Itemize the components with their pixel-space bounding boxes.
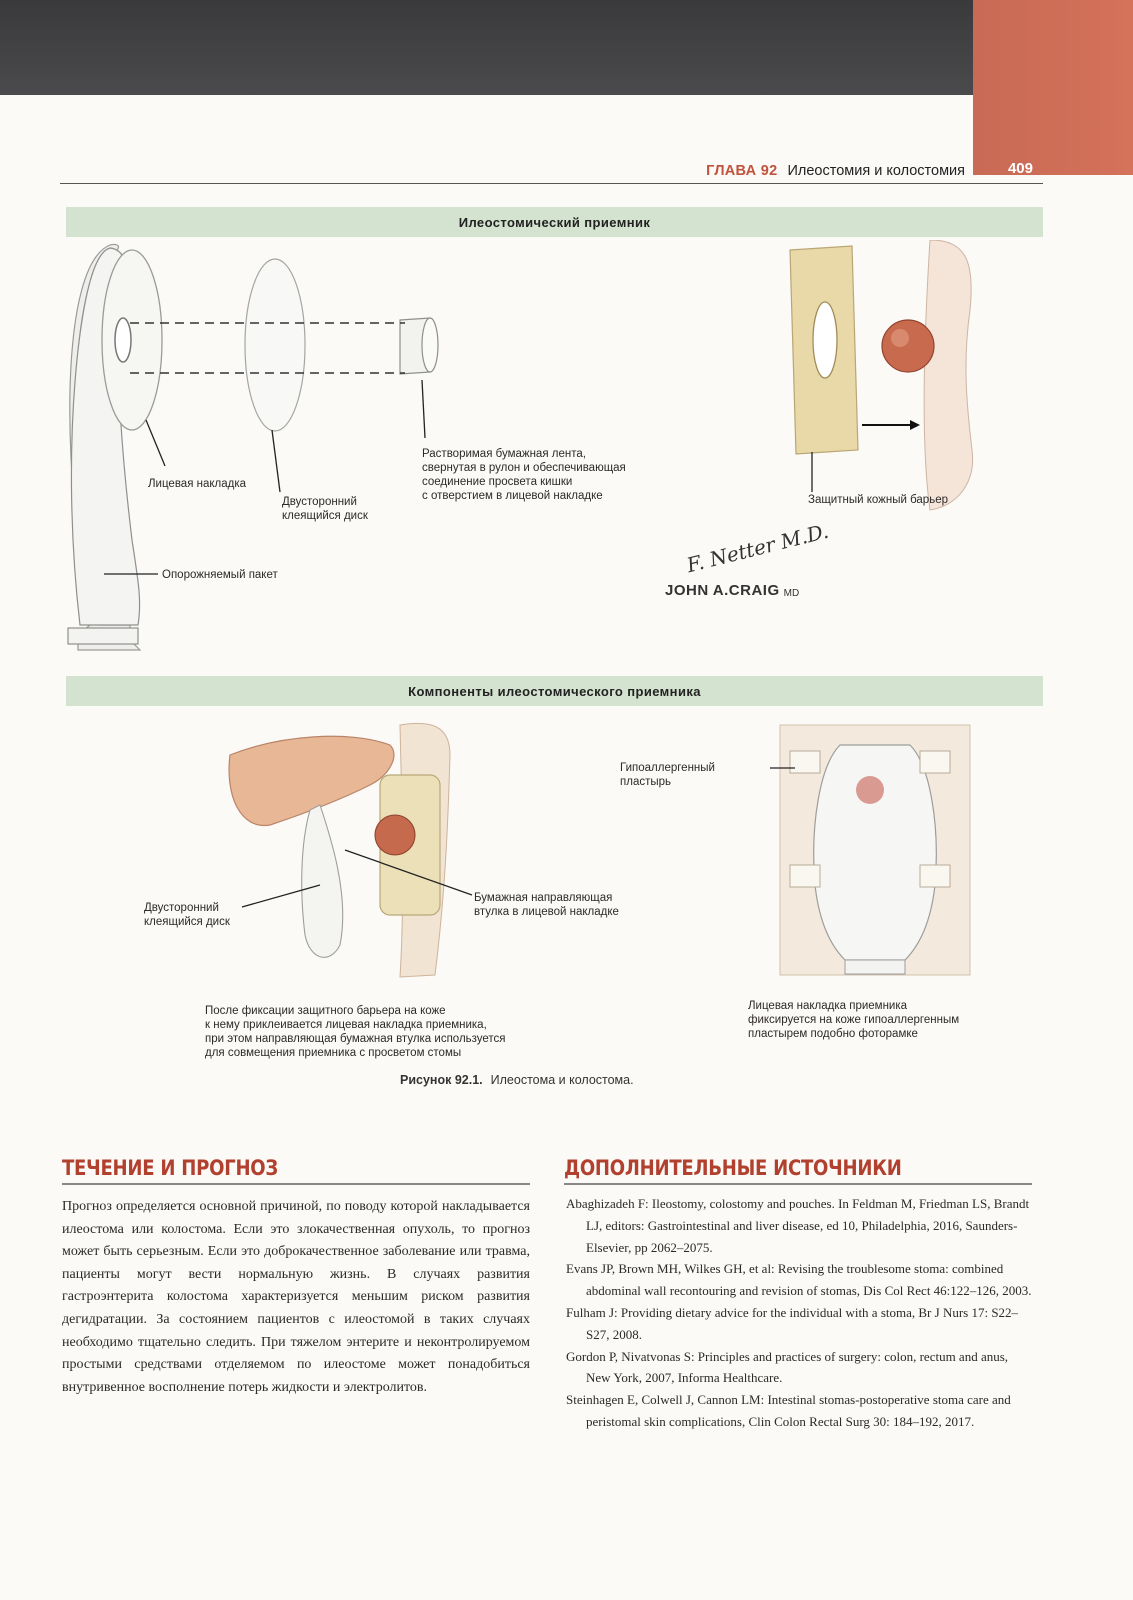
caption-left-line1: После фиксации защитного барьера на коже [205,1005,446,1017]
prognosis-body-text: Прогноз определяется основной причиной, по поводу которой накладывается илеостома или колостома. Если это злокачественная опухоль, то прогноз может быть серьезным. Если это доброкачественное заболевание или травма, пациенты могут вести нормальную жизнь. В случаях развития гастроэнтерита колостома характеризуется меньшим риском развития дегидратации. За состоянием пациентов с илеостомой в таких случаях необходимо тщательно следить. При тяжелом энтерите и неконтролируемом простыми средствами отделяемом по илеостоме может понадобиться внутривенное восполнение потерь жидкости и электролитов. [62,1199,530,1395]
running-head [60,158,1043,184]
abdominal-skin-shape [924,240,972,510]
caption-left-line3: при этом направляющая бумажная втулка используется [205,1033,506,1045]
paper-roll-end [422,318,438,372]
caption-right-line3: пластырем подобно фоторамке [748,1028,918,1040]
section-rule-left [62,1183,530,1185]
label-paper-tape-line2: свернутая в рулон и обеспечивающая [422,462,626,474]
reference-item: Steinhagen E, Colwell J, Cannon LM: Intestinal stomas-postoperative stoma care and peristomal skin complications, Clin Colon Rectal Surg 30: 184–192, 2017. [566,1392,1011,1429]
stoma-small [375,815,415,855]
leader-paper-tape [422,380,425,438]
tape-strip-3 [790,865,820,887]
figure-band-top: Илеостомический приемник [66,207,1043,237]
section-heading-prognosis: ТЕЧЕНИЕ И ПРОГНОЗ [62,1156,278,1180]
label-hypoallergenic-line1: Гипоаллергенный [620,762,715,774]
signature-suffix: MD [783,588,800,599]
caption-right-line2: фиксируется на коже гипоаллергенным [748,1014,960,1026]
page-tab [973,0,1133,175]
figure-caption [400,1073,634,1087]
label-paper-tape-line4: с отверстием в лицевой накладке [422,490,603,502]
references-list [566,1193,1032,1433]
adhesive-disc-in-hand [302,805,343,957]
signature-print: JOHN A.CRAIG [665,582,780,599]
pouch-outlet-small [845,960,905,974]
tape-strip-1 [790,751,820,773]
label-face-plate: Лицевая накладка [148,478,247,490]
arrow-head [910,420,920,430]
reference-item: Abaghizadeh F: Ileostomy, colostomy and pouches. In Feldman M, Friedman LS, Brandt LJ, editors: Gastrointestinal and liver disease, ed 10, Philadelphia, 2016, Saunders-Elsevier, pp 2062–2075. [566,1196,1030,1255]
skin-barrier-illustration [780,240,1020,530]
caption-left-line4: для совмещения приемника с просветом стомы [205,1047,462,1059]
reference-item: Gordon P, Nivatvonas S: Principles and practices of surgery: colon, rectum and anus, New York, 2007, Informa Healthcare. [566,1348,1009,1386]
caption-right-line1: Лицевая накладка приемника [748,1000,908,1012]
leader-disc [272,430,280,492]
caption-right [748,999,959,1041]
label-adhesive-disc-bottom-line2: клеящийся диск [144,916,230,928]
signature-script: F. Netter M.D. [684,518,831,578]
figure-band-bottom: Компоненты илеостомического приемника [66,676,1043,706]
figure-caption-label: Рисунок 92.1. [400,1073,483,1087]
label-adhesive-disc-top-line1: Двусторонний [282,496,357,508]
leader-face-plate [146,420,165,466]
tape-strip-2 [920,751,950,773]
label-adhesive-disc-bottom-line1: Двусторонний [144,902,219,914]
label-paper-tape-line1: Растворимая бумажная лента, [422,448,586,460]
adhesive-disc-shape [245,259,305,431]
figure-caption-text: Илеостома и колостома. [490,1073,634,1087]
label-hypoallergenic-line2: пластырь [620,776,672,788]
chapter-title: Илеостомия и колостомия [787,162,965,179]
label-paper-sleeve-line1: Бумажная направляющая [474,892,613,904]
face-plate-hole [115,318,131,362]
chapter-label: ГЛАВА 92 [706,162,778,179]
reference-item: Fulham J: Providing dietary advice for the individual with a stoma, Br J Nurs 17: S22–S27, 2008. [566,1304,1019,1342]
tape-strip-4 [920,865,950,887]
stoma-highlight [891,329,909,347]
section-heading-references: ДОПОЛНИТЕЛЬНЫЕ ИСТОЧНИКИ [564,1156,902,1180]
label-paper-tape-line3: соединение просвета кишки [422,476,573,488]
stoma-in-pouch [856,776,884,804]
page-number: 409 [1007,160,1033,177]
face-plate-shape [102,250,162,430]
section-rule-right [564,1183,1032,1185]
pouch-framed-illustration [770,715,980,985]
label-adhesive-disc-top-line2: клеящийся диск [282,510,368,522]
caption-left-line2: к нему приклеивается лицевая накладка приемника, [205,1019,487,1031]
label-skin-barrier: Защитный кожный барьер [808,494,948,506]
stoma-shape [882,320,934,372]
artist-signature [665,518,831,599]
caption-left [205,1004,506,1060]
label-drainable-pouch: Опорожняемый пакет [162,569,278,581]
hand-application-illustration [130,715,690,985]
top-dark-band [0,0,1133,95]
label-paper-sleeve-line2: втулка в лицевой накладке [474,906,619,918]
pouch-outlet-shape [68,628,138,644]
reference-item: Evans JP, Brown MH, Wilkes GH, et al: Revising the troublesome stoma: combined abdominal wall recontouring and revision of stomas, Dis Col Rect 46:122–126, 2003. [566,1261,1032,1299]
barrier-opening [813,302,837,378]
